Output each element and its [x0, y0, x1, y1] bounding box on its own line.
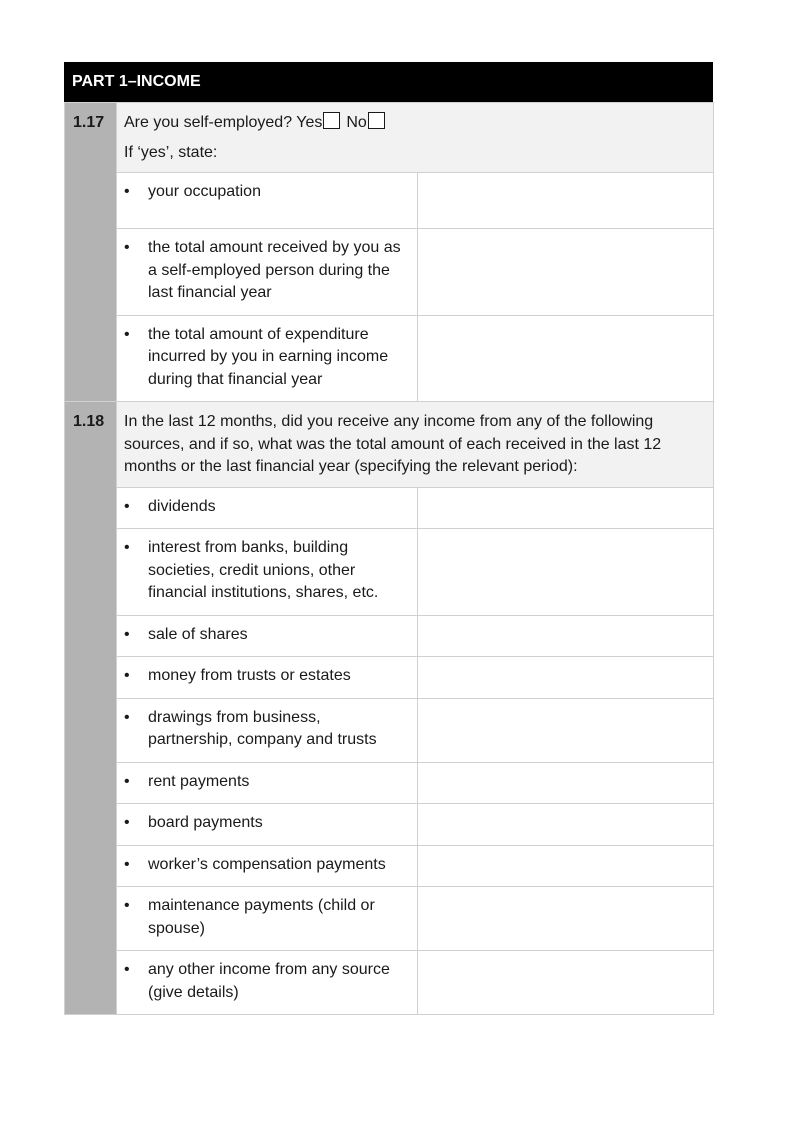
item-row	[65, 762, 714, 804]
bullet: •	[124, 497, 130, 515]
question-row-1-17	[65, 103, 714, 173]
item-text: money from trusts or estates	[148, 667, 351, 684]
no-label: No	[346, 114, 367, 131]
answer-cell-drawings[interactable]	[418, 698, 714, 762]
bullet: •	[124, 897, 130, 914]
answer-cell-rent[interactable]	[418, 762, 714, 804]
item-row	[65, 487, 714, 529]
question-row-1-18	[65, 402, 714, 488]
item-label	[117, 845, 418, 887]
item-text: dividends	[148, 497, 216, 515]
item-label	[117, 698, 418, 762]
part-title: PART 1–INCOME	[64, 62, 713, 102]
item-row	[65, 845, 714, 887]
item-label	[117, 487, 418, 529]
item-label	[117, 951, 418, 1015]
bullet: •	[124, 961, 130, 978]
item-row	[65, 615, 714, 657]
answer-cell-workers-comp[interactable]	[418, 845, 714, 887]
item-label	[117, 887, 418, 951]
answer-cell-dividends[interactable]	[418, 487, 714, 529]
item-row	[65, 698, 714, 762]
item-text: worker’s compensation payments	[148, 855, 386, 873]
item-text: drawings from business, partnership, company and trusts	[148, 708, 377, 748]
question-number: 1.18	[65, 402, 117, 1015]
item-text: the total amount received by you as a self-employed person during the last financial year	[148, 239, 401, 301]
question-label: Are you self-employed?	[124, 114, 293, 131]
answer-cell-occupation[interactable]	[418, 173, 714, 229]
item-label	[117, 173, 418, 229]
bullet: •	[124, 183, 130, 200]
answer-cell-other-income[interactable]	[418, 951, 714, 1015]
item-text: sale of shares	[148, 625, 248, 643]
item-row	[65, 229, 714, 316]
item-label	[117, 762, 418, 804]
item-label	[117, 315, 418, 402]
question-number: 1.17	[65, 103, 117, 402]
item-text: interest from banks, building societies, credit unions, other financial institutions, shares, etc.	[148, 539, 379, 601]
income-form	[64, 62, 713, 1015]
answer-cell-board[interactable]	[418, 804, 714, 846]
questions-table	[64, 102, 714, 1015]
item-text: your occupation	[148, 183, 261, 200]
bullet: •	[124, 814, 130, 831]
item-label	[117, 229, 418, 316]
bullet: •	[124, 708, 130, 726]
bullet: •	[124, 325, 130, 343]
item-text: any other income from any source (give details)	[148, 961, 390, 1001]
item-label	[117, 657, 418, 699]
item-label	[117, 615, 418, 657]
bullet: •	[124, 855, 130, 873]
no-checkbox[interactable]	[368, 112, 385, 129]
bullet: •	[124, 667, 130, 684]
if-yes-label: If ‘yes’, state:	[124, 143, 218, 161]
yes-label: Yes	[296, 114, 323, 131]
answer-cell-sale-of-shares[interactable]	[418, 615, 714, 657]
answer-cell-maintenance[interactable]	[418, 887, 714, 951]
item-row	[65, 804, 714, 846]
item-row	[65, 315, 714, 402]
yes-checkbox[interactable]	[323, 112, 340, 129]
bullet: •	[124, 239, 130, 256]
bullet: •	[124, 625, 130, 643]
item-row	[65, 173, 714, 229]
question-text	[117, 103, 714, 173]
item-text: maintenance payments (child or spouse)	[148, 897, 375, 937]
item-text: the total amount of expenditure incurred by you in earning income during that financial year	[148, 325, 389, 388]
item-row	[65, 529, 714, 616]
answer-cell-expenditure[interactable]	[418, 315, 714, 402]
item-text: board payments	[148, 814, 263, 831]
bullet: •	[124, 772, 130, 790]
item-row	[65, 887, 714, 951]
item-row	[65, 951, 714, 1015]
item-row	[65, 657, 714, 699]
question-text: In the last 12 months, did you receive any income from any of the following sources, and if so, what was the total amount of each received in the last 12 months or the last financial year (specifying the relevant period):	[117, 402, 714, 488]
answer-cell-trusts-estates[interactable]	[418, 657, 714, 699]
answer-cell-total-received[interactable]	[418, 229, 714, 316]
answer-cell-interest[interactable]	[418, 529, 714, 616]
item-label	[117, 804, 418, 846]
bullet: •	[124, 539, 130, 556]
item-text: rent payments	[148, 772, 250, 790]
item-label	[117, 529, 418, 616]
